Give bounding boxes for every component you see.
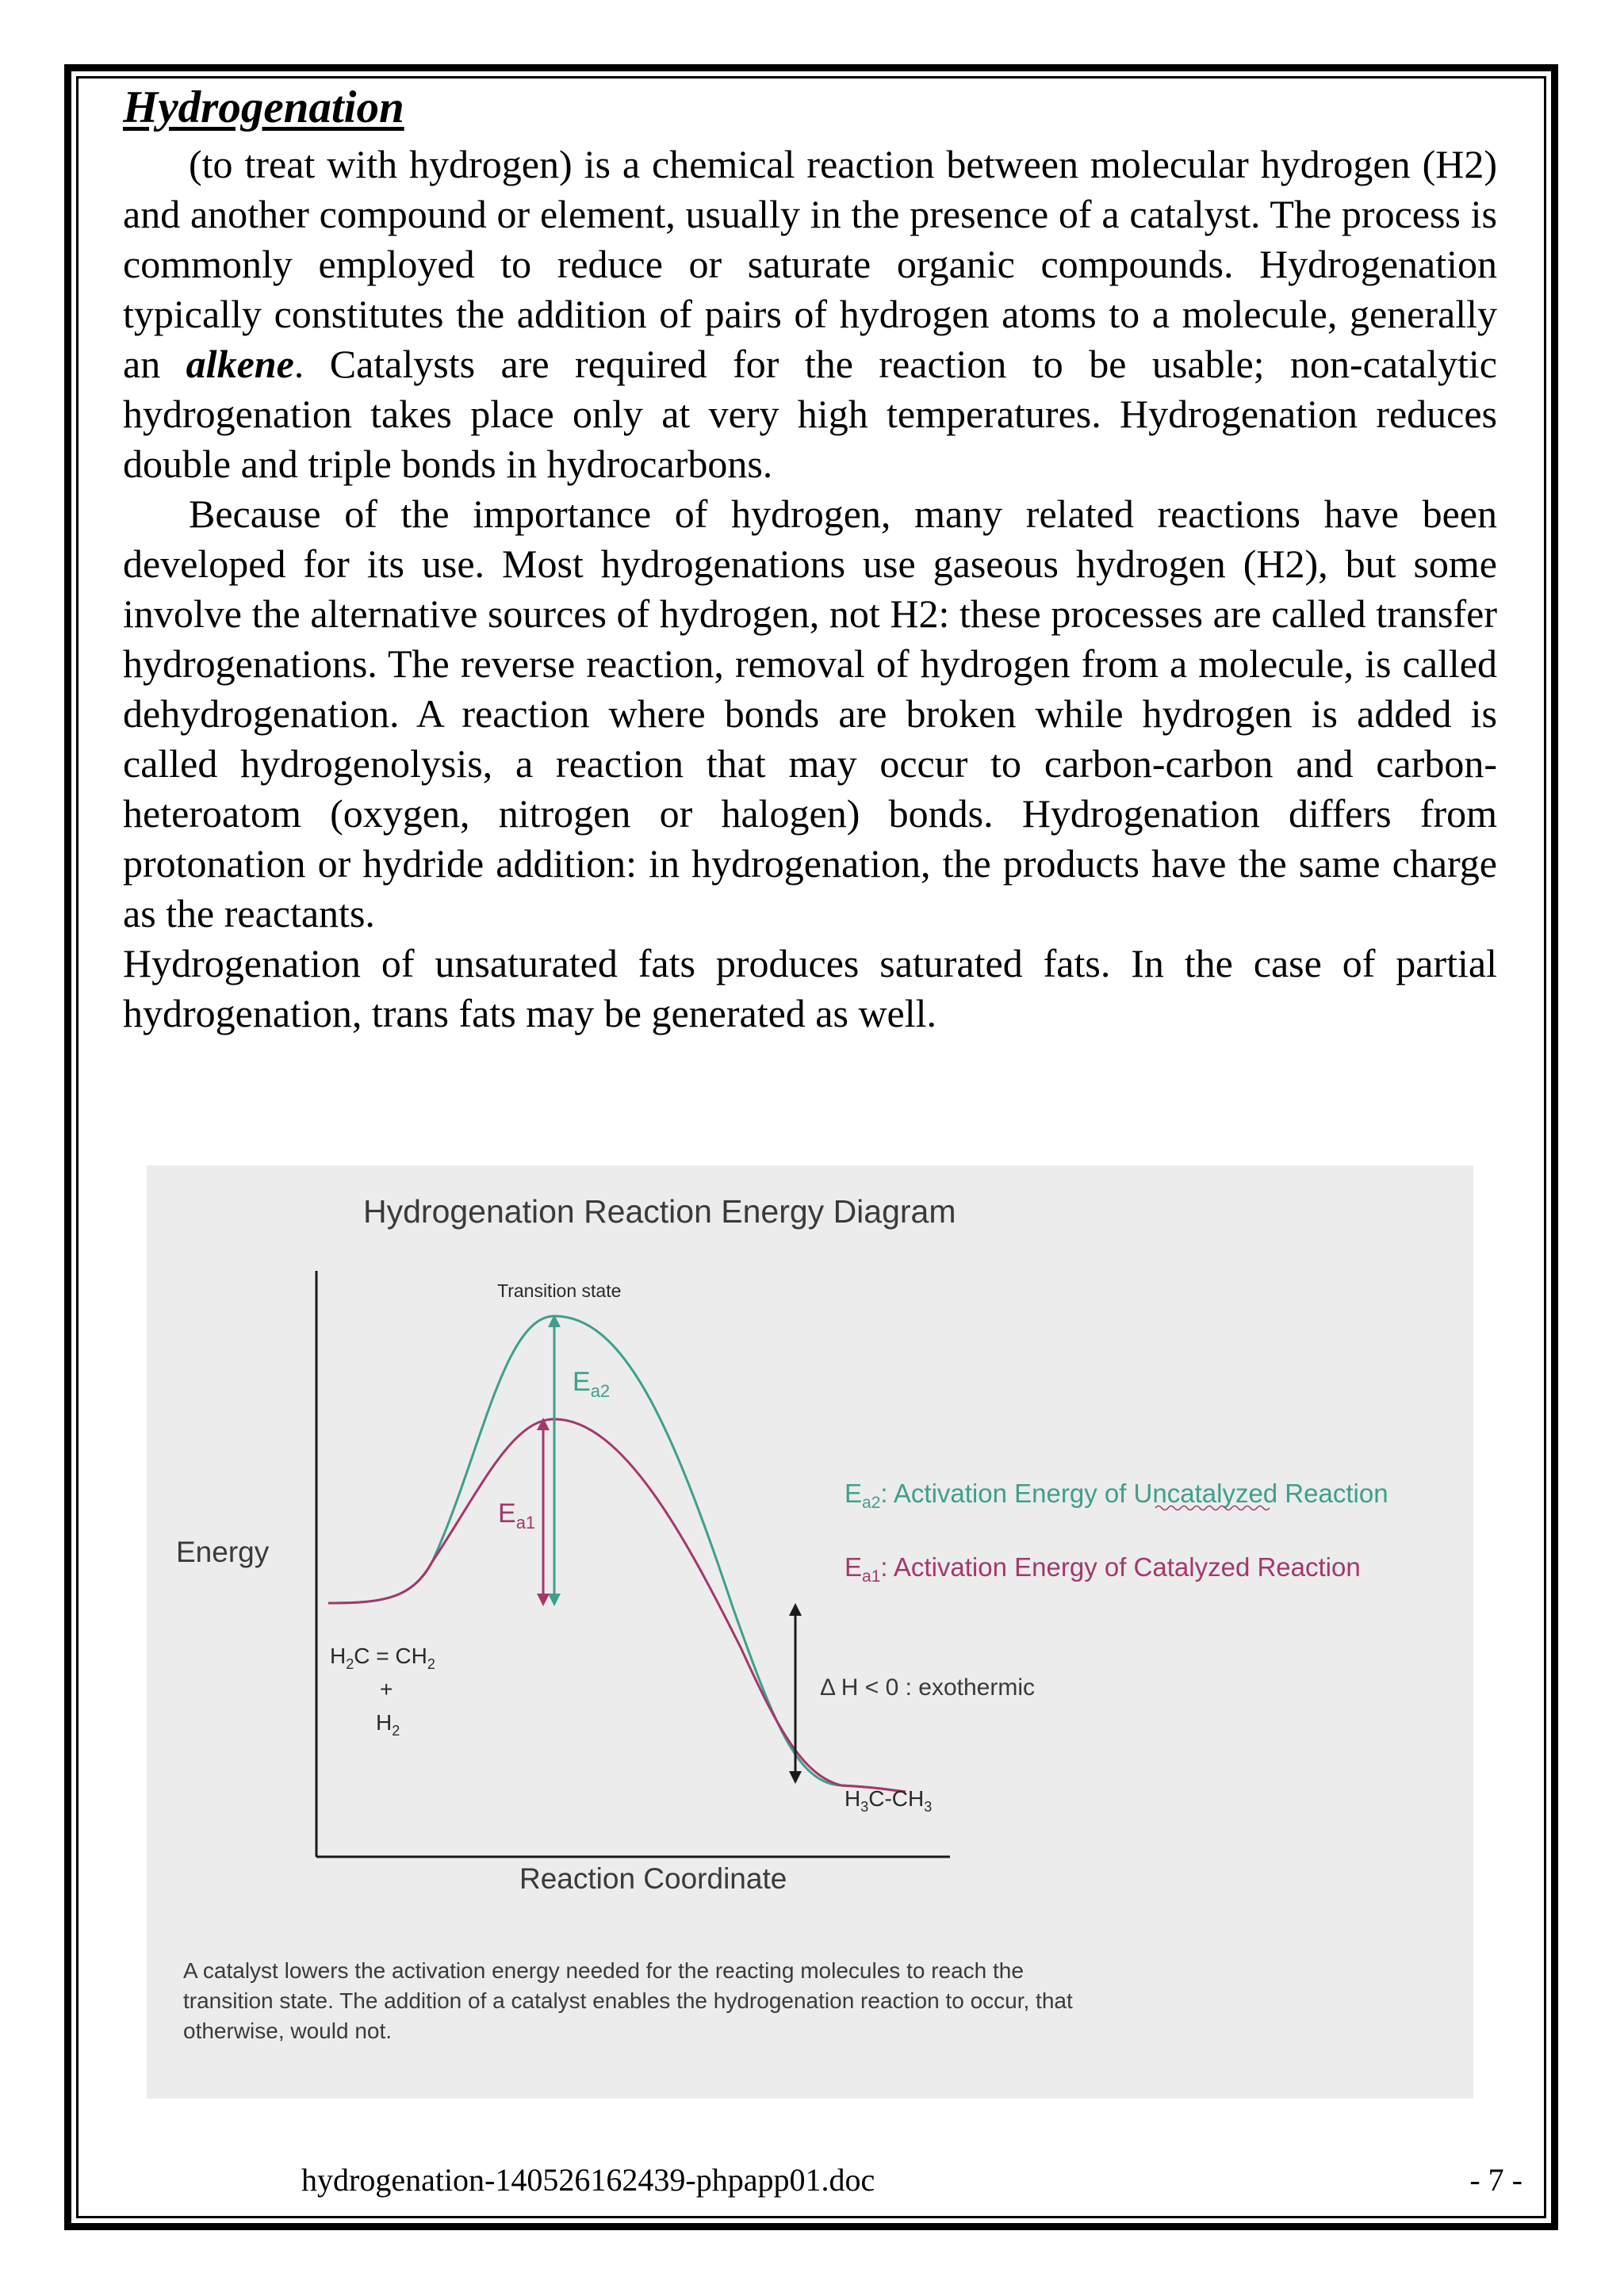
product-ethane-sub1: 3: [860, 1799, 869, 1815]
reactant-plus: +: [380, 1677, 393, 1701]
footer-filename: hydrogenation-140526162439-phpapp01.doc: [301, 2162, 875, 2198]
ea2-label: [573, 1367, 610, 1401]
reactant-ethene-h1: H: [330, 1644, 347, 1668]
product-ethane: [845, 1786, 932, 1815]
uncatalyzed-curve: [328, 1316, 906, 1792]
reactant-ethene-sub2: 2: [427, 1656, 435, 1672]
ea2-symbol: E: [573, 1367, 591, 1397]
alkene-emphasis: alkene: [186, 342, 294, 386]
legend-ea2-text: : Activation Energy of Uncatalyzed Reaction: [880, 1479, 1388, 1508]
delta-h-label: Δ H < 0 : exothermic: [820, 1674, 1035, 1701]
ea1-arrow-head-bottom: [537, 1594, 550, 1606]
body-text: [123, 76, 1497, 1039]
reactant-hydrogen-h: H: [376, 1710, 393, 1735]
legend-ea1-text: : Activation Energy of Catalyzed Reaction: [880, 1552, 1361, 1582]
footer-page-number: - 7 -: [1469, 2162, 1522, 2198]
caption-line-2: transition state. The addition of a catalyst enables the hydrogenation reaction to occur, that: [183, 1988, 1073, 2013]
legend-ea2-subscript: a2: [862, 1494, 881, 1512]
product-ethane-h1: H: [845, 1786, 861, 1811]
legend-ea1-symbol: E: [845, 1552, 863, 1582]
section-heading: Hydrogenation: [123, 82, 404, 132]
reactant-hydrogen-sub: 2: [392, 1723, 400, 1739]
paragraph-3: Hydrogenation of unsaturated fats produces saturated fats. In the case of partial hydrogenation, trans fats may be generated as well.: [123, 941, 1497, 1035]
caption-line-1: A catalyst lowers the activation energy needed for the reacting molecules to reach the: [183, 1958, 1024, 1983]
y-axis-label: Energy: [176, 1536, 270, 1568]
energy-diagram-svg: [147, 1165, 1473, 2099]
catalyzed-curve: [328, 1419, 906, 1792]
paragraph-1-part-a: (to treat with hydrogen) is a chemical reaction between molecular hydrogen (H2) and another compound or element, usually in the presence of a catalyst. The process is commonly employed to reduce or saturate organic compounds. Hydrogenation typically constitutes the addition of pairs of hydrogen atoms to a molecule, generally an: [123, 142, 1497, 386]
ea2-arrow-head-bottom: [548, 1594, 561, 1606]
product-ethane-sub2: 3: [924, 1799, 933, 1815]
reactant-hydrogen: [376, 1710, 400, 1739]
paragraph-2: Because of the importance of hydrogen, many related reactions have been developed for its use. Most hydrogenations use gaseous hydrogen (H2), but some involve the alternative sources of hydrogen, not H2: these processes are called transfer hydrogenations. The reverse reaction, removal of hydrogen from a molecule, is called dehydrogenation. A reaction where bonds are broken while hydrogen is added is called hydrogenolysis, a reaction that may occur to carbon-carbon and carbon-heteroatom (oxygen, nitrogen or halogen) bonds. Hydrogenation differs from protonation or hydride addition: in hydrogenation, the products have the same charge as the reactants.: [123, 492, 1497, 936]
paragraph-1: [123, 140, 1497, 489]
ea1-symbol: E: [498, 1498, 516, 1529]
reactant-ethene: [330, 1644, 435, 1672]
legend-ea2-symbol: E: [845, 1479, 863, 1508]
legend-ea1: [845, 1552, 1361, 1586]
ea1-subscript: a1: [515, 1513, 536, 1533]
delta-h-arrow-head-bottom: [789, 1771, 802, 1784]
reactant-ethene-c: C = CH: [354, 1644, 427, 1668]
reactant-ethene-sub1: 2: [346, 1656, 354, 1672]
energy-diagram-figure: [147, 1165, 1473, 2099]
delta-h-arrow-head-top: [789, 1603, 802, 1616]
caption-line-3: otherwise, would not.: [183, 2019, 393, 2043]
ea1-label: [498, 1498, 535, 1533]
legend-ea1-subscript: a1: [862, 1567, 881, 1586]
legend-ea2: [845, 1479, 1388, 1512]
x-axis-label: Reaction Coordinate: [519, 1862, 787, 1895]
paragraph-1-part-b: . Catalysts are required for the reaction to be usable; non-catalytic hydrogenation takes place only at very high temperatures. Hydrogenation reduces double and triple bonds in hydrocarbons.: [123, 342, 1497, 486]
diagram-title: Hydrogenation Reaction Energy Diagram: [363, 1193, 956, 1230]
transition-state-label: Transition state: [497, 1280, 622, 1301]
ea2-subscript: a2: [590, 1381, 611, 1401]
product-ethane-c: C-CH: [868, 1786, 925, 1811]
